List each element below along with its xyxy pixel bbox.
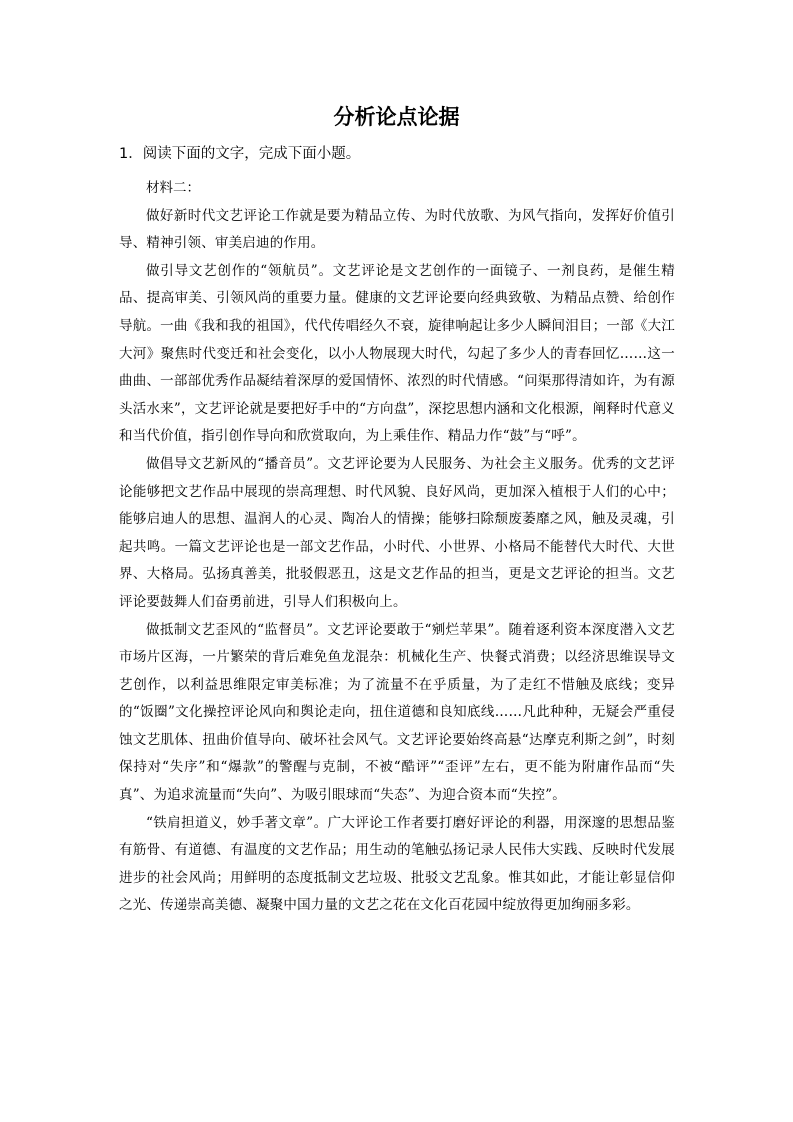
paragraph-navigator: 做引导文艺创作的“领航员”。文艺评论是文艺创作的一面镜子、一剂良药，是催生精品、提高审美、引领风尚的重要力量。健康的文艺评论要向经典致敬、为精品点赞、给创作导航。一曲《我和我的祖国》，代代传唱经久不衰，旋律响起让多少人瞬间泪目；一部《大江大河》聚焦时代变迁和社会变化，以小人物展现大时代，勾起了多少人的青春回忆……这一曲曲、一部部优秀作品凝结着深厚的爱国情怀、浓烈的时代情感。“问渠那得清如许，为有源头活水来”，文艺评论就是要把好手中的“方向盘”，深挖思想内涵和文化根源，阐释时代意义和当代价值，指引创作导向和欣赏取向，为上乘佳作、精品力作“鼓”与“呼”。 bbox=[119, 262, 675, 445]
paragraph-intro: 做好新时代文艺评论工作就是要为精品立传、为时代放歌、为风气指向，发挥好价值引导、精神引领、审美启迪的作用。 bbox=[119, 207, 675, 252]
paragraph-broadcaster: 做倡导文艺新风的“播音员”。文艺评论要为人民服务、为社会主义服务。优秀的文艺评论能够把文艺作品中展现的崇高理想、时代风貌、良好风尚，更加深入植根于人们的心中；能够启迪人的思想、温润人的心灵、陶冶人的情操；能够扫除颓废萎靡之风，触及灵魂，引起共鸣。一篇文艺评论也是一部文艺作品，小时代、小世界、小格局不能替代大时代、大世界、大格局。弘扬真善美，批驳假恶丑，这是文艺作品的担当，更是文艺评论的担当。文艺评论要鼓舞人们奋勇前进，引导人们积极向上。 bbox=[119, 455, 675, 610]
paragraph-conclusion: “铁肩担道义，妙手著文章”。广大评论工作者要打磨好评论的利器，用深邃的思想品鉴有筋骨、有道德、有温度的文艺作品；用生动的笔触弘扬记录人民伟大实践、反映时代发展进步的社会风尚；用鲜明的态度抵制文艺垃圾、批驳文艺乱象。惟其如此，才能让彰显信仰之光、传递崇高美德、凝聚中国力量的文艺之花在文化百花园中绽放得更加绚丽多彩。 bbox=[119, 814, 675, 914]
paragraph-supervisor: 做抵制文艺歪风的“监督员”。文艺评论要敢于“剜烂苹果”。随着逐利资本深度潜入文艺市场片区海，一片繁荣的背后难免鱼龙混杂：机械化生产、快餐式消费；以经济思维误导文艺创作，以利益思维限定审美标准；为了流量不在乎质量，为了走红不惜触及底线；变异的“饭圈”文化操控评论风向和舆论走向，扭住道德和良知底线……凡此种种，无疑会严重侵蚀文艺肌体、扭曲价值导向、破坏社会风气。文艺评论要始终高悬“达摩克利斯之剑”，时刻保持对“失序”和“爆款”的警醒与克制，不被“酷评”“歪评”左右，更不能为附庸作品而“失真”、为追求流量而“失向”、为吸引眼球而“失态”、为迎合资本而“失控”。 bbox=[119, 621, 675, 804]
question-prompt: 1．阅读下面的文字，完成下面小题。 bbox=[119, 146, 361, 162]
document-body bbox=[119, 175, 675, 920]
page-title: 分析论点论据 bbox=[333, 105, 460, 129]
material-label: 材料二： bbox=[146, 180, 200, 196]
